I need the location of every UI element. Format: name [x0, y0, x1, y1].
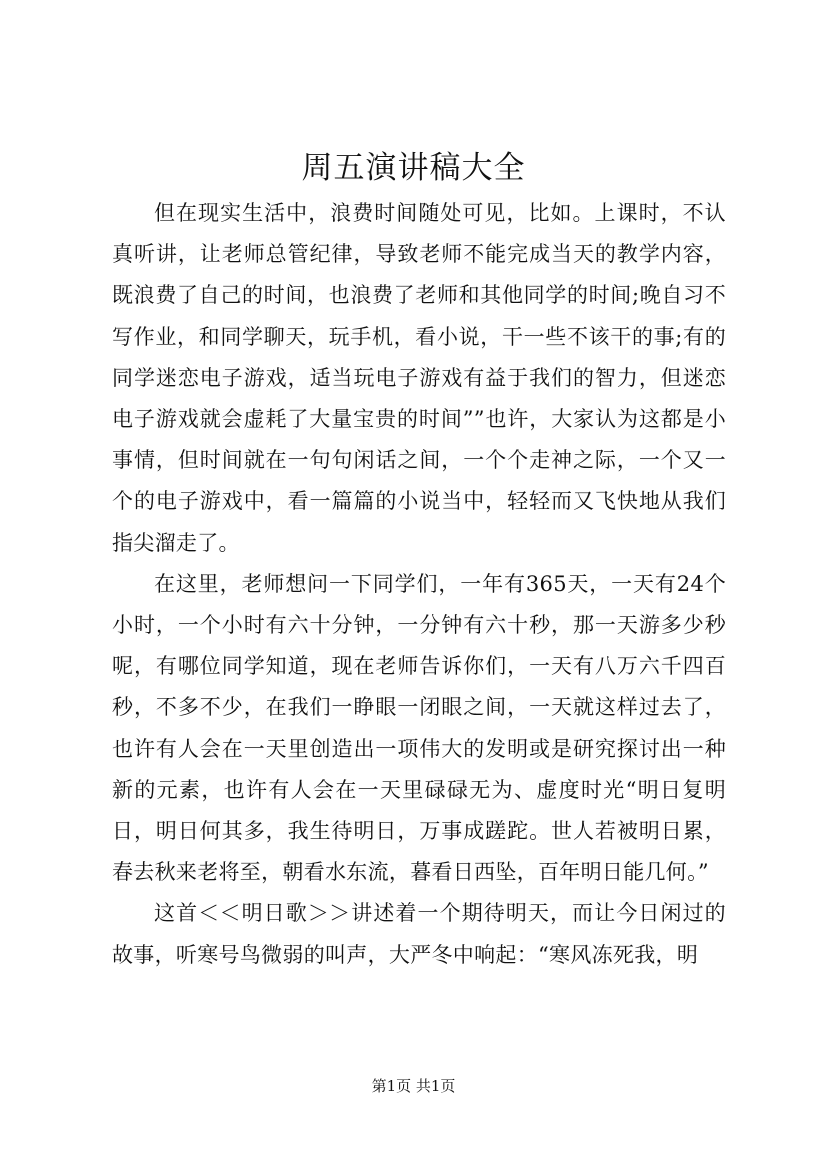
paragraph-1: 但在现实生活中，浪费时间随处可见，比如。上课时，不认真听讲，让老师总管纪律，导致老师不能完成当天的教学内容，既浪费了自己的时间，也浪费了老师和其他同学的时间;晚自习不写作业，和同学聊天，玩手机，看小说，干一些不该干的事;有的同学迷恋电子游戏，适当玩电子游戏有益于我们的智力，但迷恋电子游戏就会虚耗了大量宝贵的时间””也许，大家认为这都是小事情，但时间就在一句句闲话之间，一个个走神之际，一个又一个的电子游戏中，看一篇篇的小说当中，轻轻而又飞快地从我们指尖溜走了。	[112, 201, 726, 555]
document-title: 周五演讲稿大全	[301, 150, 526, 186]
paragraph-2: 在这里，老师想问一下同学们，一年有365天，一天有24个小时，一个小时有六十分钟，一分钟有六十秒，那一天游多少秒呢，有哪位同学知道，现在老师告诉你们，一天有八万六千四百秒，不多不少，在我们一睁眼一闭眼之间，一天就这样过去了，也许有人会在一天里创造出一项伟大的发明或是研究探讨出一种新的元素，也许有人会在一天里碌碌无为、虚度时光“明日复明日，明日何其多，我生待明日，万事成蹉跎。世人若被明日累，春去秋来老将至，朝看水东流，暮看日西坠，百年明日能几何。”	[112, 571, 726, 885]
paragraph-3: 这首＜＜明日歌＞＞讲述着一个期待明天，而让今日闲过的故事，听寒号鸟微弱的叫声，大严冬中响起：“寒风冻死我，明	[112, 901, 726, 967]
document-body	[112, 193, 726, 976]
page-footer: 第1页 共1页	[371, 1077, 456, 1095]
